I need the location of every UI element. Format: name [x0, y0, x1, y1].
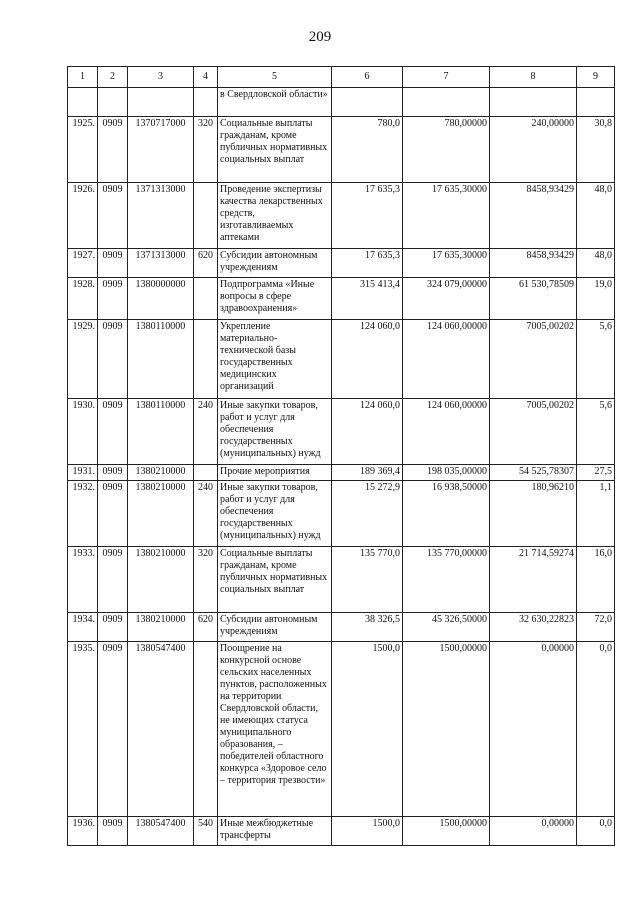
target-article-cell: 1380210000: [128, 613, 194, 642]
expense-type-cell: [194, 88, 218, 117]
item-name-cell: Иные межбюджетные трансферты: [218, 817, 332, 846]
header-cell: 4: [194, 67, 218, 88]
item-name-cell: Субсидии автономным учреждениям: [218, 249, 332, 278]
table-row: [68, 183, 615, 249]
approved-amount-cell: 17 635,3: [332, 183, 403, 249]
item-name-cell: Подпрограмма «Иные вопросы в сфере здравоохранения»: [218, 278, 332, 320]
target-article-cell: 1370717000: [128, 117, 194, 183]
table-header: [68, 67, 615, 88]
expense-type-cell: 620: [194, 613, 218, 642]
approved-amount-cell: 315 413,4: [332, 278, 403, 320]
section-code-cell: 0909: [98, 465, 128, 481]
row-number-cell: 1926.: [68, 183, 98, 249]
section-code-cell: 0909: [98, 642, 128, 817]
row-number-cell: 1935.: [68, 642, 98, 817]
header-cell: 2: [98, 67, 128, 88]
row-number-cell: 1936.: [68, 817, 98, 846]
executed-amount-cell: 32 630,22823: [490, 613, 577, 642]
section-code-cell: 0909: [98, 481, 128, 547]
expense-type-cell: 240: [194, 399, 218, 465]
header-cell: 1: [68, 67, 98, 88]
execution-percent-cell: 1,1: [577, 481, 615, 547]
execution-percent-cell: 19,0: [577, 278, 615, 320]
target-article-cell: 1380000000: [128, 278, 194, 320]
expense-type-cell: [194, 642, 218, 817]
expense-type-cell: 620: [194, 249, 218, 278]
item-name-cell: Прочие мероприятия: [218, 465, 332, 481]
header-cell: 3: [128, 67, 194, 88]
target-article-cell: [128, 88, 194, 117]
section-code-cell: 0909: [98, 817, 128, 846]
expense-type-cell: 320: [194, 117, 218, 183]
executed-amount-cell: 8458,93429: [490, 249, 577, 278]
table-row: [68, 117, 615, 183]
section-code-cell: 0909: [98, 320, 128, 399]
expense-type-cell: [194, 278, 218, 320]
table-row: [68, 613, 615, 642]
planned-amount-cell: 16 938,50000: [403, 481, 490, 547]
header-row: [68, 67, 615, 88]
executed-amount-cell: 7005,00202: [490, 399, 577, 465]
target-article-cell: 1380110000: [128, 320, 194, 399]
table-row: [68, 278, 615, 320]
section-code-cell: 0909: [98, 613, 128, 642]
executed-amount-cell: 240,00000: [490, 117, 577, 183]
approved-amount-cell: [332, 88, 403, 117]
approved-amount-cell: 124 060,0: [332, 320, 403, 399]
expense-type-cell: 240: [194, 481, 218, 547]
item-name-cell: Проведение экспертизы качества лекарственных средств, изготавливаемых аптеками: [218, 183, 332, 249]
item-name-cell: Иные закупки товаров, работ и услуг для обеспечения государственных (муниципальных) нужд: [218, 399, 332, 465]
header-cell: 6: [332, 67, 403, 88]
target-article-cell: 1371313000: [128, 183, 194, 249]
execution-percent-cell: 0,0: [577, 817, 615, 846]
approved-amount-cell: 17 635,3: [332, 249, 403, 278]
executed-amount-cell: 8458,93429: [490, 183, 577, 249]
target-article-cell: 1380110000: [128, 399, 194, 465]
row-number-cell: 1929.: [68, 320, 98, 399]
planned-amount-cell: 1500,00000: [403, 642, 490, 817]
row-number-cell: 1930.: [68, 399, 98, 465]
approved-amount-cell: 124 060,0: [332, 399, 403, 465]
header-cell: 5: [218, 67, 332, 88]
item-name-cell: Иные закупки товаров, работ и услуг для обеспечения государственных (муниципальных) нужд: [218, 481, 332, 547]
section-code-cell: 0909: [98, 399, 128, 465]
section-code-cell: 0909: [98, 117, 128, 183]
approved-amount-cell: 189 369,4: [332, 465, 403, 481]
item-name-cell: Поощрение на конкурсной основе сельских населенных пунктов, расположенных на территории Свердловской области, не имеющих статуса муниципального образования, – победителей областного конкурса «Здоровое село – территория трезвости»: [218, 642, 332, 817]
header-cell: 7: [403, 67, 490, 88]
row-number-cell: 1932.: [68, 481, 98, 547]
approved-amount-cell: 1500,0: [332, 817, 403, 846]
executed-amount-cell: 0,00000: [490, 642, 577, 817]
table-row: [68, 249, 615, 278]
table-row: [68, 320, 615, 399]
table-row: [68, 817, 615, 846]
row-number-cell: 1931.: [68, 465, 98, 481]
expense-type-cell: [194, 320, 218, 399]
execution-percent-cell: 5,6: [577, 399, 615, 465]
target-article-cell: 1380210000: [128, 481, 194, 547]
section-code-cell: 0909: [98, 183, 128, 249]
execution-percent-cell: 0,0: [577, 642, 615, 817]
item-name-cell: в Свердловской области»: [218, 88, 332, 117]
target-article-cell: 1380547400: [128, 642, 194, 817]
planned-amount-cell: 17 635,30000: [403, 183, 490, 249]
expense-type-cell: 540: [194, 817, 218, 846]
target-article-cell: 1380547400: [128, 817, 194, 846]
execution-percent-cell: 48,0: [577, 183, 615, 249]
planned-amount-cell: 135 770,00000: [403, 547, 490, 613]
header-cell: 9: [577, 67, 615, 88]
planned-amount-cell: 198 035,00000: [403, 465, 490, 481]
executed-amount-cell: [490, 88, 577, 117]
item-name-cell: Субсидии автономным учреждениям: [218, 613, 332, 642]
expense-type-cell: 320: [194, 547, 218, 613]
approved-amount-cell: 780,0: [332, 117, 403, 183]
table-row: [68, 547, 615, 613]
section-code-cell: 0909: [98, 249, 128, 278]
row-number-cell: 1927.: [68, 249, 98, 278]
target-article-cell: 1380210000: [128, 465, 194, 481]
execution-percent-cell: 48,0: [577, 249, 615, 278]
row-number-cell: 1934.: [68, 613, 98, 642]
target-article-cell: 1380210000: [128, 547, 194, 613]
planned-amount-cell: 45 326,50000: [403, 613, 490, 642]
approved-amount-cell: 135 770,0: [332, 547, 403, 613]
execution-percent-cell: [577, 88, 615, 117]
row-number-cell: 1928.: [68, 278, 98, 320]
executed-amount-cell: 0,00000: [490, 817, 577, 846]
table-row: [68, 642, 615, 817]
expense-type-cell: [194, 183, 218, 249]
planned-amount-cell: 780,00000: [403, 117, 490, 183]
planned-amount-cell: 124 060,00000: [403, 399, 490, 465]
budget-table: [67, 66, 615, 846]
execution-percent-cell: 5,6: [577, 320, 615, 399]
item-name-cell: Социальные выплаты гражданам, кроме публичных нормативных социальных выплат: [218, 117, 332, 183]
section-code-cell: 0909: [98, 278, 128, 320]
executed-amount-cell: 61 530,78509: [490, 278, 577, 320]
approved-amount-cell: 1500,0: [332, 642, 403, 817]
execution-percent-cell: 72,0: [577, 613, 615, 642]
executed-amount-cell: 7005,00202: [490, 320, 577, 399]
planned-amount-cell: 1500,00000: [403, 817, 490, 846]
header-cell: 8: [490, 67, 577, 88]
table-row: [68, 399, 615, 465]
section-code-cell: 0909: [98, 547, 128, 613]
planned-amount-cell: 324 079,00000: [403, 278, 490, 320]
target-article-cell: 1371313000: [128, 249, 194, 278]
table-row: [68, 465, 615, 481]
row-number-cell: 1925.: [68, 117, 98, 183]
execution-percent-cell: 27,5: [577, 465, 615, 481]
row-number-cell: 1933.: [68, 547, 98, 613]
item-name-cell: Социальные выплаты гражданам, кроме публичных нормативных социальных выплат: [218, 547, 332, 613]
expense-type-cell: [194, 465, 218, 481]
execution-percent-cell: 30,8: [577, 117, 615, 183]
executed-amount-cell: 180,96210: [490, 481, 577, 547]
execution-percent-cell: 16,0: [577, 547, 615, 613]
executed-amount-cell: 21 714,59274: [490, 547, 577, 613]
approved-amount-cell: 38 326,5: [332, 613, 403, 642]
table-row: [68, 481, 615, 547]
table-row: [68, 88, 615, 117]
planned-amount-cell: 17 635,30000: [403, 249, 490, 278]
planned-amount-cell: [403, 88, 490, 117]
planned-amount-cell: 124 060,00000: [403, 320, 490, 399]
approved-amount-cell: 15 272,9: [332, 481, 403, 547]
item-name-cell: Укрепление материально-технической базы государственных медицинских организаций: [218, 320, 332, 399]
section-code-cell: [98, 88, 128, 117]
row-number-cell: [68, 88, 98, 117]
table-body: [68, 88, 615, 846]
executed-amount-cell: 54 525,78307: [490, 465, 577, 481]
page-number: 209: [308, 29, 332, 45]
